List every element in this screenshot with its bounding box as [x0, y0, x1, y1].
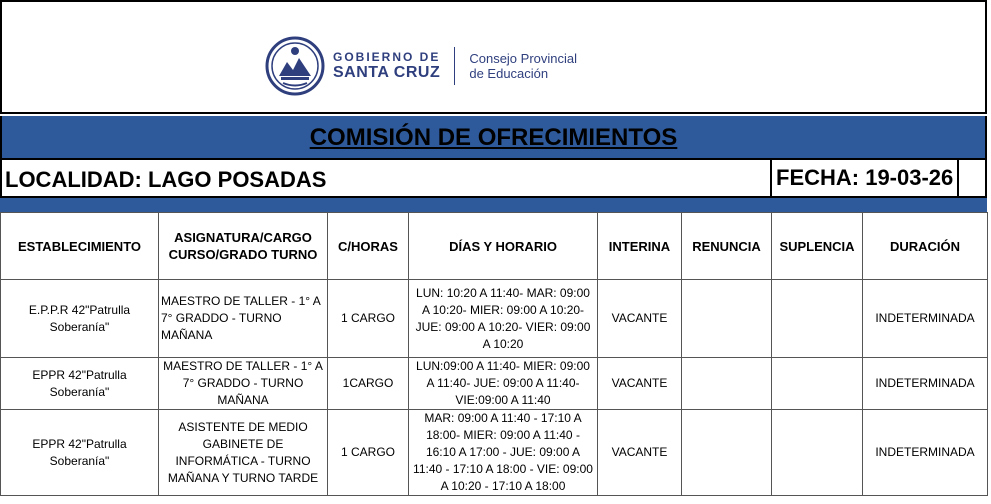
- separator-bar: [0, 198, 987, 212]
- cell-asignatura: ASISTENTE DE MEDIO GABINETE DE INFORMÁTICA - TURNO MAÑANA Y TURNO TARDE: [159, 410, 328, 496]
- cell-dias: LUN:09:00 A 11:40- MIER: 09:00 A 11:40- JUE: 09:00 A 11:40- VIE:09:00 A 11:40: [409, 358, 598, 410]
- col-dias: DÍAS Y HORARIO: [409, 213, 598, 280]
- col-asignatura-line2: CURSO/GRADO TURNO: [168, 247, 318, 262]
- table-row: [1, 280, 988, 358]
- government-name: [333, 51, 440, 81]
- cell-establecimiento: EPPR 42"Patrulla Soberanía": [1, 410, 159, 496]
- page-title: COMISIÓN DE OFRECIMIENTOS: [309, 124, 678, 151]
- col-interina: INTERINA: [598, 213, 682, 280]
- cell-duracion: INDETERMINADA: [863, 410, 988, 496]
- col-duracion: DURACIÓN: [863, 213, 988, 280]
- col-establecimiento: ESTABLECIMIENTO: [1, 213, 159, 280]
- table-row: [1, 410, 988, 496]
- cell-horas: 1 CARGO: [328, 410, 409, 496]
- cell-renuncia: [682, 280, 772, 358]
- col-asignatura-line1: ASIGNATURA/CARGO: [174, 230, 312, 245]
- location-row: [0, 158, 987, 198]
- title-bar: [0, 116, 987, 158]
- cell-suplencia: [772, 410, 863, 496]
- cell-dias: LUN: 10:20 A 11:40- MAR: 09:00 A 10:20- MIER: 09:00 A 10:20- JUE: 09:00 A 10:20- VIER: 09:00 A 10:20: [409, 280, 598, 358]
- provincial-seal-icon: [265, 36, 325, 96]
- gov-line2: SANTA CRUZ: [333, 64, 441, 81]
- cell-horas: 1 CARGO: [328, 280, 409, 358]
- council-line1: Consejo Provincial: [469, 51, 578, 66]
- document-header: [0, 0, 987, 114]
- cell-dias: MAR: 09:00 A 11:40 - 17:10 A 18:00- MIER: 09:00 A 11:40 - 16:10 A 17:00 - JUE: 09:00 A 11:40 - 17:10 A 18:00 - VIE: 09:00 A 10:20 - 17:10 A 18:00: [409, 410, 598, 496]
- col-suplencia: SUPLENCIA: [772, 213, 863, 280]
- cell-asignatura: MAESTRO DE TALLER - 1° A 7° GRADDO - TURNO MAÑANA: [159, 358, 328, 410]
- cell-renuncia: [682, 410, 772, 496]
- council-name: [469, 51, 577, 81]
- table-row: [1, 358, 988, 410]
- table-header-row: [1, 213, 988, 280]
- col-asignatura: [159, 213, 328, 280]
- cell-establecimiento: E.P.P.R 42"Patrulla Soberanía": [1, 280, 159, 358]
- col-horas: C/HORAS: [328, 213, 409, 280]
- cell-suplencia: [772, 280, 863, 358]
- date-cell: [770, 158, 959, 198]
- cell-suplencia: [772, 358, 863, 410]
- logo-divider: [454, 47, 455, 85]
- fecha-label: FECHA: 19-03-26: [776, 165, 954, 190]
- localidad-label: LOCALIDAD: LAGO POSADAS: [5, 167, 327, 192]
- cell-interina: VACANTE: [598, 358, 682, 410]
- cell-interina: VACANTE: [598, 410, 682, 496]
- cell-duracion: INDETERMINADA: [863, 280, 988, 358]
- offers-table: [0, 212, 988, 496]
- cell-duracion: INDETERMINADA: [863, 358, 988, 410]
- gov-line1: GOBIERNO DE: [333, 50, 441, 64]
- cell-asignatura: MAESTRO DE TALLER - 1° A 7° GRADDO - TURNO MAÑANA: [159, 280, 328, 358]
- cell-renuncia: [682, 358, 772, 410]
- col-renuncia: RENUNCIA: [682, 213, 772, 280]
- cell-establecimiento: EPPR 42"Patrulla Soberanía": [1, 358, 159, 410]
- council-line2: de Educación: [469, 66, 549, 81]
- government-logo: [265, 36, 577, 96]
- cell-interina: VACANTE: [598, 280, 682, 358]
- cell-horas: 1CARGO: [328, 358, 409, 410]
